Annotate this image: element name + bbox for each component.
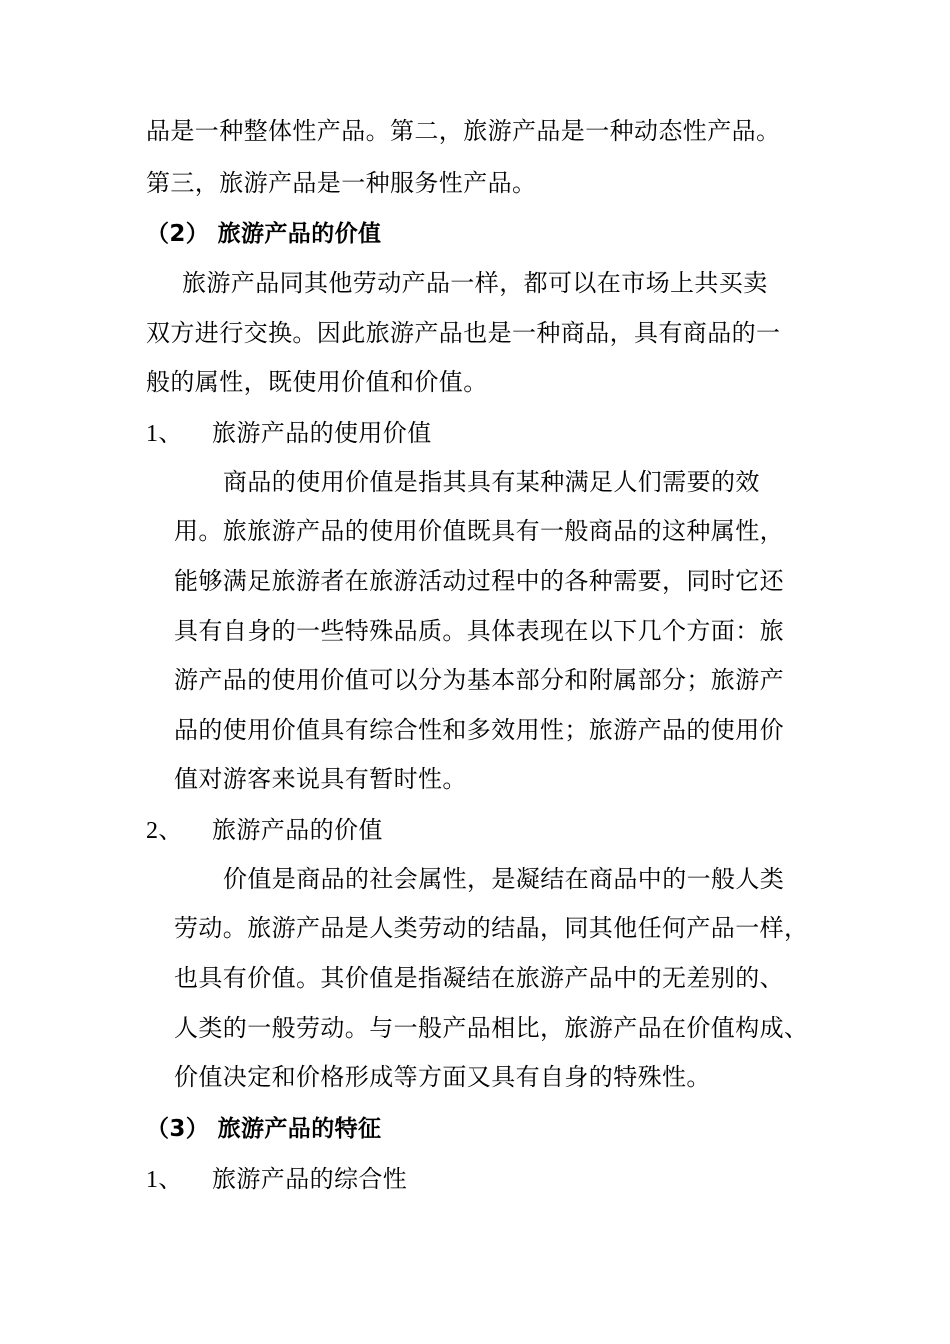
section-2-para-line-3: 般的属性，既使用价值和价值。 xyxy=(146,368,488,396)
item-1-para-line-5: 游产品的使用价值可以分为基本部分和附属部分；旅游产 xyxy=(174,666,784,694)
section-2-para-line-1: 旅游产品同其他劳动产品一样，都可以在市场上共买卖 xyxy=(182,269,768,297)
item-2-para-line-5: 价值决定和价格形成等方面又具有自身的特殊性。 xyxy=(174,1063,711,1091)
item-2-heading xyxy=(146,815,383,846)
intro-line-1: 品是一种整体性产品。第二，旅游产品是一种动态性产品。 xyxy=(146,117,781,145)
item-1-para-line-4: 具有自身的一些特殊品质。具体表现在以下几个方面：旅 xyxy=(174,617,784,645)
item-2-title: 旅游产品的价值 xyxy=(212,816,383,844)
item-2-para-line-3: 也具有价值。其价值是指凝结在旅游产品中的无差别的、 xyxy=(174,964,784,992)
item-1-para-line-6: 品的使用价值具有综合性和多效用性；旅游产品的使用价 xyxy=(174,716,784,744)
intro-line-2: 第三，旅游产品是一种服务性产品。 xyxy=(146,169,537,197)
item-2-para-line-1: 价值是商品的社会属性，是凝结在商品中的一般人类 xyxy=(223,865,785,893)
item-1-para-line-2: 用。旅旅游产品的使用价值既具有一般商品的这种属性， xyxy=(174,517,784,545)
item-1-title: 旅游产品的使用价值 xyxy=(212,419,432,447)
item-2-para-line-4: 人类的一般劳动。与一般产品相比，旅游产品在价值构成、 xyxy=(174,1014,809,1042)
item-2-para-line-2: 劳动。旅游产品是人类劳动的结晶，同其他任何产品一样， xyxy=(174,914,809,942)
item-1-para-line-7: 值对游客来说具有暂时性。 xyxy=(174,765,467,793)
item-1-heading xyxy=(146,418,432,449)
section-3-item-1-heading xyxy=(146,1164,407,1195)
item-2-number: 2、 xyxy=(146,818,183,844)
section-2-heading: （2） 旅游产品的价值 xyxy=(146,221,382,247)
item-1-para-line-1: 商品的使用价值是指其具有某种满足人们需要的效 xyxy=(223,468,760,496)
item-1-number: 1、 xyxy=(146,421,183,447)
item-1-para-line-3: 能够满足旅游者在旅游活动过程中的各种需要，同时它还 xyxy=(174,567,784,595)
section-3-item-1-title: 旅游产品的综合性 xyxy=(212,1165,408,1193)
section-3-heading: （3） 旅游产品的特征 xyxy=(146,1116,382,1142)
section-2-para-line-2: 双方进行交换。因此旅游产品也是一种商品，具有商品的一 xyxy=(146,319,781,347)
section-3-item-1-number: 1、 xyxy=(146,1167,183,1193)
